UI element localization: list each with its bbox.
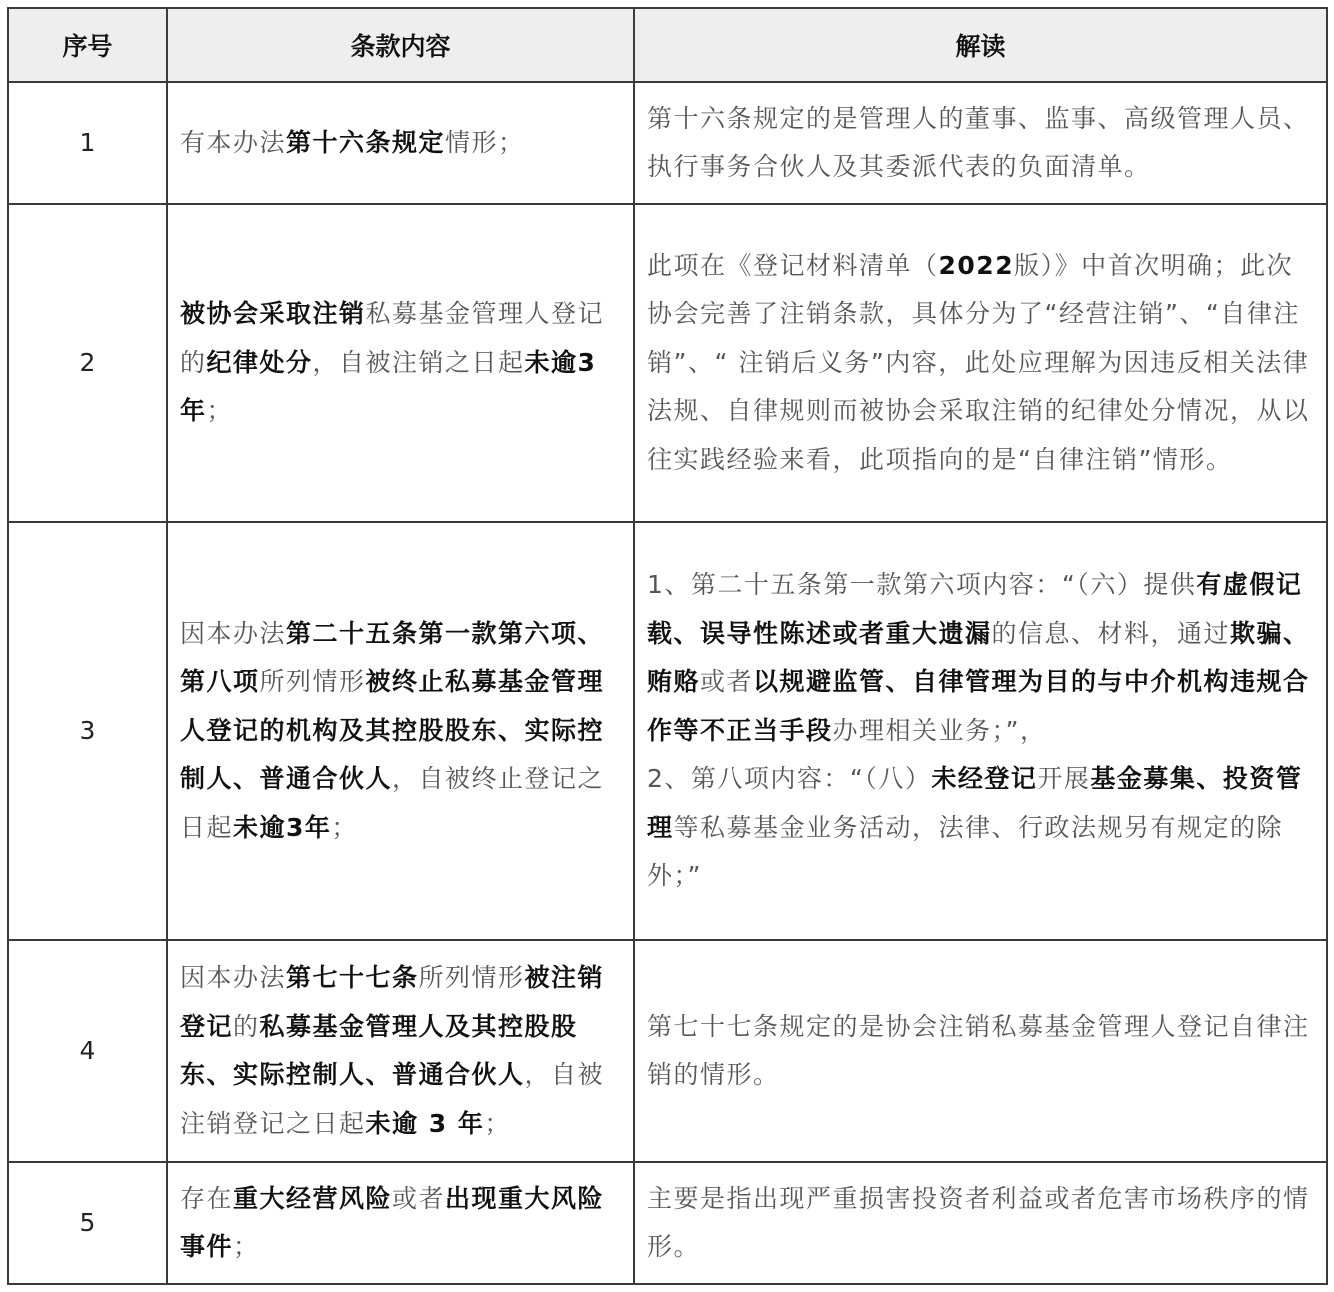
bold-text-run: 以规避监管、自律管理为目的与中介机构违规合作等不正当手段 <box>647 667 1310 745</box>
text-run: 有本办法 <box>180 127 287 157</box>
table-row <box>8 1162 1327 1284</box>
text-run: 情形； <box>445 127 525 157</box>
bold-text-run: 未逾3年 <box>180 347 597 426</box>
bold-text-run: 第十六条规定 <box>286 127 446 157</box>
text-run: ； <box>484 1108 511 1138</box>
text-run: 的信息、材料，通过 <box>991 618 1231 648</box>
bold-text-run: 基金募集、投资管理 <box>647 764 1303 842</box>
interpretation-cell <box>634 1162 1327 1284</box>
text-run: ，自被注销登记之日起 <box>180 1060 605 1138</box>
bold-text-run: 重大经营风险 <box>233 1183 393 1213</box>
header-clause: 条款内容 <box>167 8 634 82</box>
clause-cell <box>167 1162 634 1284</box>
header-interpretation: 解读 <box>634 8 1327 82</box>
bold-text-run: 有虚假记载、误导性陈述或者重大遗漏 <box>647 570 1303 648</box>
bold-text-run: 私募基金管理人及其控股股东、实际控制人、普通合伙人 <box>180 1011 578 1089</box>
header-row <box>8 8 1327 82</box>
text-run: 或者 <box>392 1183 446 1213</box>
row-number: 3 <box>8 522 167 940</box>
text-run: 第十六条规定的是管理人的董事、监事、高级管理人员、执行事务合伙人及其委派代表的负面清单。 <box>647 103 1310 181</box>
text-run: 等私募基金业务活动，法律、行政法规另有规定的除外；” <box>647 812 1284 891</box>
text-run: 私募基金管理人登记的 <box>180 299 605 377</box>
bold-text-run: 2022 <box>938 250 1015 280</box>
text-run: 所列情形 <box>418 963 525 992</box>
text-run: ，自被注销之日起 <box>312 347 525 377</box>
row-number: 1 <box>8 82 167 204</box>
text-run: 此项在《登记材料清单（ <box>647 250 939 280</box>
clause-cell <box>167 940 634 1162</box>
interpretation-cell <box>634 82 1327 204</box>
text-run: 的 <box>233 1011 260 1041</box>
text-run: 2、第八项内容：“（八） <box>647 764 932 794</box>
regulation-table <box>7 7 1328 1285</box>
bold-text-run: 欺骗、贿赂 <box>647 618 1310 697</box>
bold-text-run: 被终止私募基金管理人登记的机构及其控股股东、实际控制人、普通合伙人 <box>180 667 605 794</box>
text-run: 版）》中首次明确；此次协会完善了注销条款，具体分为了“经营注销”、“自律注销”、“ 注销后义务”内容，此处应理解为因违反相关法律法规、自律规则而被协会采取注销的纪律处分情况，从以往实践经验来看，此项指向的是“自律注销”情形。 <box>647 250 1310 474</box>
table-row <box>8 204 1327 522</box>
bold-text-run: 第二十五条第一款第六项、第八项 <box>180 618 605 697</box>
text-run: 或者 <box>700 667 754 697</box>
header-serial: 序号 <box>8 8 167 82</box>
text-run: 因本办法 <box>180 618 287 648</box>
row-number: 5 <box>8 1162 167 1284</box>
clause-cell <box>167 82 634 204</box>
bold-text-run: 被协会采取注销 <box>180 299 366 329</box>
interpretation-cell <box>634 204 1327 522</box>
row-number: 2 <box>8 204 167 522</box>
text-run: 办理相关业务；”， <box>832 715 1047 745</box>
bold-text-run: 被注销登记 <box>180 963 605 1041</box>
text-run: ； <box>331 812 358 842</box>
interpretation-cell <box>634 940 1327 1162</box>
text-run: 所列情形 <box>259 667 366 697</box>
text-run: ，自被终止登记之日起 <box>180 764 605 842</box>
bold-text-run: 出现重大风险事件 <box>180 1183 605 1261</box>
text-run: 1、第二十五条第一款第六项内容：“（六）提供 <box>647 570 1197 600</box>
interpretation-cell <box>634 522 1327 940</box>
bold-text-run: 未逾 3 年 <box>365 1108 485 1138</box>
text-run: 第七十七条规定的是协会注销私募基金管理人登记自律注销的情形。 <box>647 1011 1310 1089</box>
table-row <box>8 82 1327 204</box>
text-run: 主要是指出现严重损害投资者利益或者危害市场秩序的情形。 <box>647 1183 1310 1261</box>
bold-text-run: 第七十七条 <box>286 963 419 992</box>
clause-cell <box>167 522 634 940</box>
text-run: ； <box>206 396 234 426</box>
bold-text-run: 纪律处分 <box>206 347 313 377</box>
bold-text-run: 未逾3年 <box>233 812 332 842</box>
text-run: 存在 <box>180 1183 234 1213</box>
table-row <box>8 940 1327 1162</box>
text-run: 开展 <box>1037 764 1091 794</box>
bold-text-run: 未经登记 <box>931 764 1038 794</box>
clause-cell <box>167 204 634 522</box>
text-run: 因本办法 <box>180 963 287 992</box>
table-row <box>8 522 1327 940</box>
row-number: 4 <box>8 940 167 1162</box>
text-run: ； <box>233 1232 260 1261</box>
